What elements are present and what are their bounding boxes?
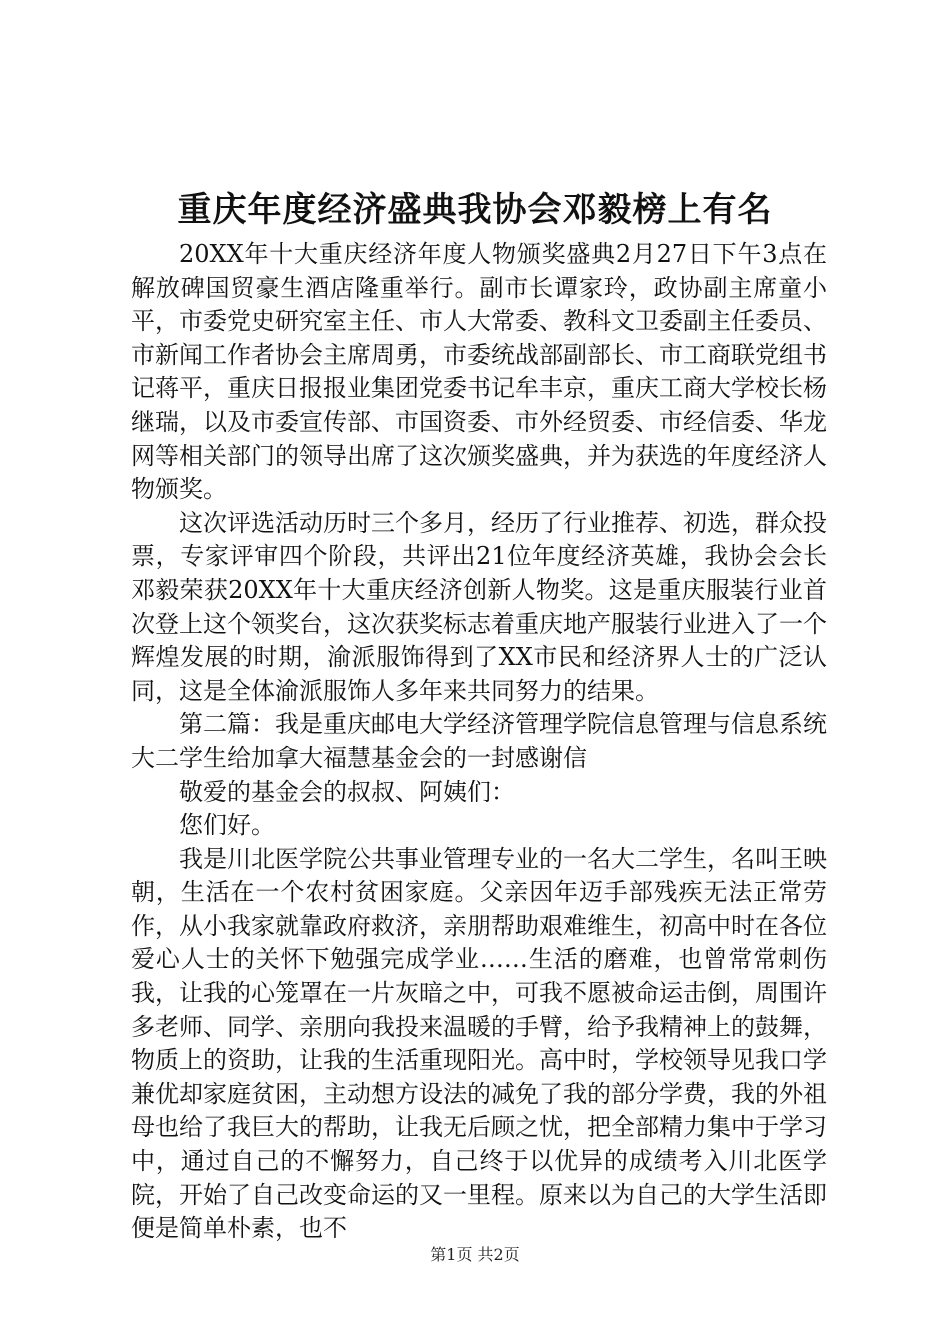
paragraph-salutation: 敬爱的基金会的叔叔、阿姨们：	[179, 777, 515, 806]
document-body	[131, 238, 827, 1246]
paragraph-greeting: 您们好。	[179, 811, 275, 840]
paragraph-letter-body: 我是川北医学院公共事业管理专业的一名大二学生，名叫王映朝，生活在一个农村贫困家庭。父亲因年迈手部残疾无法正常劳作，从小我家就靠政府救济，亲朋帮助艰难维生，初高中时在各位爱心人士的关怀下勉强完成学业……生活的磨难，也曾常常刺伤我，让我的心笼罩在一片灰暗之中，可我不愿被命运击倒，周围许多老师、同学、亲朋向我投来温暖的手臂，给予我精神上的鼓舞，物质上的资助，让我的生活重现阳光。高中时，学校领导见我口学兼优却家庭贫困，主动想方设法的减免了我的部分学费，我的外祖母也给了我巨大的帮助，让我无后顾之忧，把全部精力集中于学习中，通过自己的不懈努力，自己终于以优异的成绩考入川北医学院，开始了自己改变命运的又一里程。原来以为自己的大学生活即便是简单朴素，也不	[131, 844, 827, 1243]
page-footer: 第1页 共2页	[430, 1245, 520, 1264]
paragraph-selection: 这次评选活动历时三个多月，经历了行业推荐、初选，群众投票，专家评审四个阶段，共评出21位年度经济英雄，我协会会长邓毅荣获20XX年十大重庆经济创新人物奖。这是重庆服装行业首次登上这个领奖台，这次获奖标志着重庆地产服装行业进入了一个辉煌发展的时期，渝派服饰得到了XX市民和经济界人士的广泛认同，这是全体渝派服饰人多年来共同努力的结果。	[131, 508, 827, 705]
document-title: 重庆年度经济盛典我协会邓毅榜上有名	[177, 190, 773, 230]
paragraph-ceremony: 20XX年十大重庆经济年度人物颁奖盛典2月27日下午3点在解放碑国贸豪生酒店隆重举行。副市长谭家玲，政协副主席童小平，市委党史研究室主任、市人大常委、教科文卫委副主任委员、市新闻工作者协会主席周勇，市委统战部副部长、市工商联党组书记蒋平，重庆日报报业集团党委书记牟丰京，重庆工商大学校长杨继瑞，以及市委宣传部、市国资委、市外经贸委、市经信委、华龙网等相关部门的领导出席了这次颁奖盛典，并为获选的年度经济人物颁奖。	[131, 240, 827, 504]
paragraph-second-article-title: 第二篇：我是重庆邮电大学经济管理学院信息管理与信息系统大二学生给加拿大福慧基金会的一封感谢信	[131, 710, 827, 772]
